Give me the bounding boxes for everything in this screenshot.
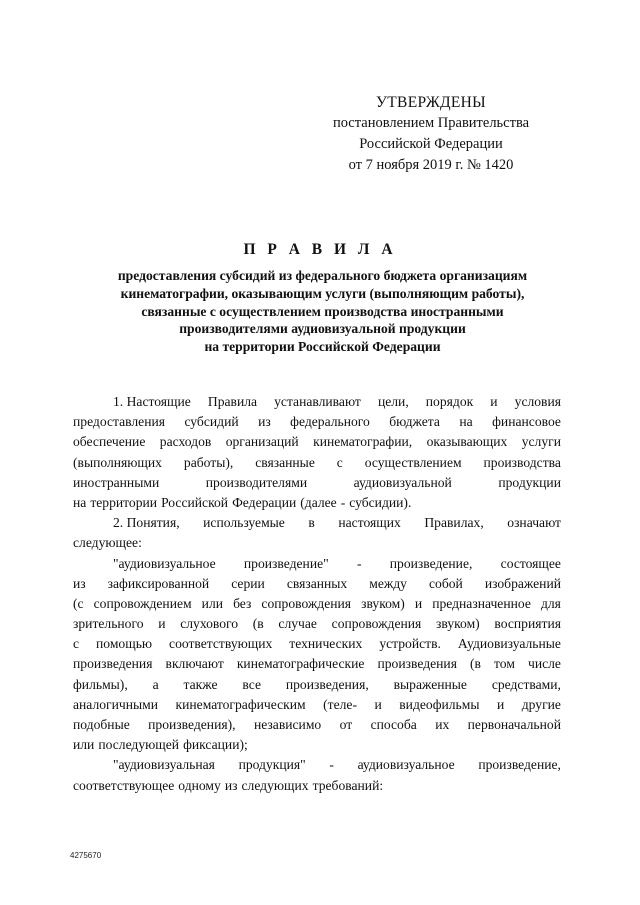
body-word: услуги <box>521 434 561 450</box>
body-word: одному <box>178 777 221 793</box>
body-word: порядок <box>425 394 474 409</box>
body-word: производителями <box>205 474 308 490</box>
body-word: бюджета <box>389 414 440 430</box>
body-word: устанавливают <box>274 394 361 409</box>
body-word: Правилах, <box>424 515 484 531</box>
body-word: изображений <box>484 575 561 591</box>
body-word: а <box>152 676 159 692</box>
body-word: том <box>494 656 515 672</box>
body-line <box>73 695 561 715</box>
body-word: кинематографическим <box>175 696 306 712</box>
body-word: аудиовизуальной <box>353 474 452 490</box>
body-word: и <box>496 696 505 712</box>
body-word: финансовое <box>492 414 561 430</box>
body-word: следующее: <box>73 535 142 551</box>
body-word: расходов <box>159 434 212 450</box>
body-word: или <box>73 737 95 753</box>
body-word: Российской <box>161 494 229 510</box>
body-word: 1. Настоящие <box>113 394 191 409</box>
body-line <box>73 614 561 634</box>
approval-heading: УТВЕРЖДЕНЫ <box>376 94 486 111</box>
body-word: сопровождением <box>93 595 192 611</box>
body-word: субсидии). <box>349 494 412 510</box>
body-word: Федерации <box>232 494 297 510</box>
body-word: на <box>73 494 87 510</box>
body-word: сопровождения <box>261 595 352 611</box>
body-word: другие <box>521 696 561 712</box>
body-word: федерального <box>290 414 370 430</box>
body-word: произведение, <box>478 757 561 773</box>
body-line <box>73 675 561 695</box>
body-word: также <box>183 676 218 692</box>
body-word: устройств. <box>379 636 441 652</box>
document-subtitle <box>80 267 565 356</box>
subtitle-line: кинематографии, оказывающим услуги (выполняющим работы), <box>120 285 525 301</box>
body-word: 2. Понятия, <box>113 515 180 531</box>
body-word: аналогичными <box>73 696 159 712</box>
body-word: произведения), <box>148 717 236 732</box>
body-word: состоящее <box>500 555 561 571</box>
body-word: случае <box>278 616 317 632</box>
body-word: звуком) <box>361 595 405 611</box>
body-word: произведения <box>73 656 153 672</box>
body-word: из <box>73 575 86 591</box>
body-word: осуществлением <box>364 454 462 470</box>
body-word: - <box>329 757 334 773</box>
body-word: условия <box>514 394 561 409</box>
body-word: технических <box>289 636 363 652</box>
body-word: способа <box>370 717 417 732</box>
body-line <box>73 412 561 432</box>
body-line <box>73 776 561 796</box>
body-word: предназначенное <box>432 595 531 611</box>
body-word: Аудиовизуальные <box>457 636 561 652</box>
body-word: между <box>369 575 407 591</box>
body-word: кинематографические <box>236 656 365 672</box>
approval-block <box>325 92 537 176</box>
body-word: произведения <box>377 656 457 672</box>
body-word: требований: <box>312 777 384 793</box>
subtitle-line: производителями аудиовизуальной продукции <box>179 321 466 337</box>
body-word: произведение" <box>243 555 329 571</box>
body-word: Правила <box>207 394 258 409</box>
body-word: (в <box>252 616 264 632</box>
body-word: первоначальной <box>467 717 561 732</box>
body-word: восприятия <box>494 616 561 632</box>
body-word: произведение, <box>389 555 473 571</box>
body-line <box>73 634 561 654</box>
body-word: видеофильмы <box>399 696 480 712</box>
body-word: подобные <box>73 717 130 732</box>
body-word: оказывающих <box>426 434 508 450</box>
body-word: "аудиовизуальная <box>113 757 215 773</box>
body-word: обеспечение <box>73 434 146 450</box>
body-word: все <box>242 676 261 692</box>
body-word: из <box>258 414 271 430</box>
document-code: 4275670 <box>70 851 102 860</box>
body-word: и <box>374 696 382 712</box>
approval-line-3: от 7 ноября 2019 г. № 1420 <box>348 157 514 173</box>
body-word: на <box>459 414 473 430</box>
body-word: (в <box>470 656 481 672</box>
body-word: (с <box>73 595 84 611</box>
body-word: без <box>233 595 252 611</box>
body-line <box>73 493 561 513</box>
body-line <box>73 473 561 493</box>
body-line <box>73 453 561 473</box>
body-word: (далее <box>300 494 337 510</box>
body-word: соответствующее <box>73 777 175 793</box>
body-word: работы), <box>183 454 234 470</box>
body-line <box>73 654 561 674</box>
body-word: из <box>224 777 238 793</box>
body-word: субсидий <box>184 414 239 430</box>
body-word: (теле- <box>323 696 357 712</box>
body-line <box>73 735 561 755</box>
body-word: предоставления <box>73 414 166 430</box>
body-word: слухового <box>180 616 239 632</box>
body-word: организаций <box>225 434 299 450</box>
body-word: числе <box>528 656 561 672</box>
body-word: средствами, <box>491 676 561 692</box>
body-word: с <box>336 454 343 470</box>
body-word: для <box>540 595 561 611</box>
body-word: в <box>308 515 315 531</box>
body-word: цели, <box>377 394 409 409</box>
body-word: территории <box>90 494 158 510</box>
body-word: выраженные <box>393 676 467 692</box>
body-word: означают <box>507 515 561 531</box>
body-line <box>73 755 561 775</box>
body-text <box>73 392 561 796</box>
body-word: звуком) <box>436 616 480 632</box>
body-word: произведения, <box>285 676 369 692</box>
body-word: независимо <box>253 717 322 732</box>
body-word: включают <box>165 656 224 672</box>
body-word: от <box>339 717 353 732</box>
body-word: последующей <box>98 737 180 753</box>
body-word: и <box>490 394 498 409</box>
body-word: - <box>356 555 362 571</box>
body-word: "аудиовизуальное <box>113 555 216 571</box>
body-word: связанных <box>286 575 348 591</box>
body-word: зрительного <box>73 616 144 632</box>
body-word: кинематографии, <box>313 434 413 450</box>
body-line <box>73 574 561 594</box>
body-word: иностранными <box>73 474 160 490</box>
body-word: серии <box>231 575 265 591</box>
subtitle-line: связанные с осуществлением производства иностранными <box>141 303 504 319</box>
body-line <box>73 594 561 614</box>
body-word: помощью <box>96 636 153 652</box>
body-word: собой <box>428 575 463 591</box>
body-word: (выполняющих <box>73 454 162 470</box>
body-word: сопровождения <box>331 616 422 632</box>
body-word: и <box>414 595 423 611</box>
body-word: и <box>158 616 166 632</box>
body-word: настоящих <box>338 515 401 531</box>
body-word: с <box>73 636 80 652</box>
body-line <box>73 392 561 412</box>
body-word: или <box>201 595 224 611</box>
body-word: фиксации); <box>183 737 248 753</box>
subtitle-line: предоставления субсидий из федерального бюджета организациям <box>117 268 528 283</box>
body-word: продукции <box>498 474 561 490</box>
body-word: соответствующих <box>169 636 273 652</box>
body-word: - <box>340 494 346 510</box>
body-line <box>73 715 561 735</box>
body-word: их <box>435 717 450 732</box>
approval-line-1: постановлением Правительства <box>332 115 530 131</box>
body-word: следующих <box>241 777 309 793</box>
body-line <box>73 513 561 533</box>
body-word: аудиовизуальное <box>357 757 455 773</box>
body-word: связанные <box>255 454 315 470</box>
body-word: зафиксированной <box>107 575 210 591</box>
body-word: используемые <box>203 515 285 531</box>
approval-line-2: Российской Федерации <box>359 136 503 152</box>
body-line <box>73 554 561 574</box>
body-line <box>73 533 561 553</box>
body-word: производства <box>483 454 561 470</box>
subtitle-line: на территории Российской Федерации <box>204 339 441 355</box>
document-title: П Р А В И Л А <box>243 241 397 258</box>
body-word: фильмы), <box>73 676 128 692</box>
body-line <box>73 432 561 452</box>
body-word: продукция" <box>238 757 306 773</box>
